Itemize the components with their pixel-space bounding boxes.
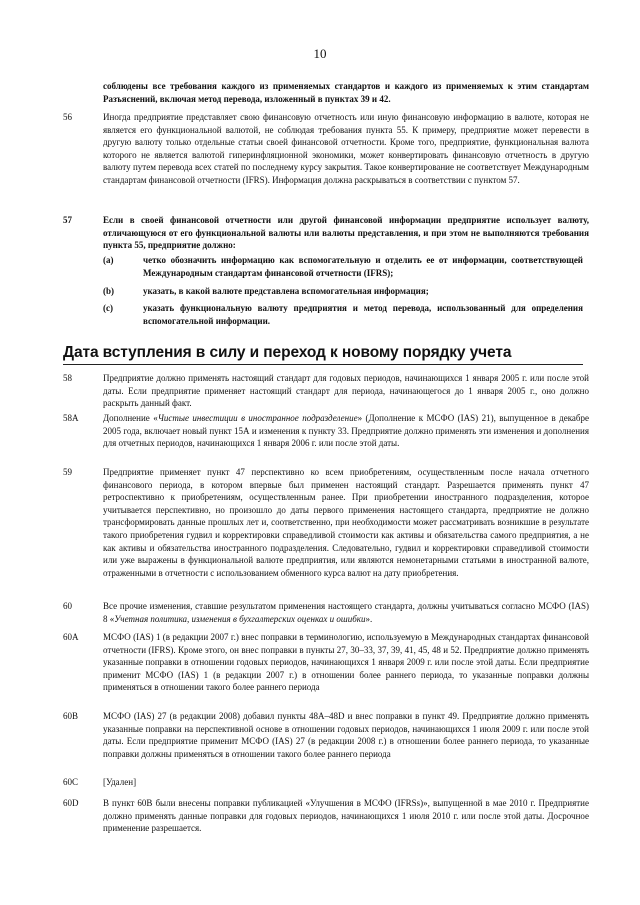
paragraph-text [103,600,589,625]
paragraph-number: 58A [63,413,79,423]
list-item-text: четко обозначить информацию как вспомогательную и отделить ее от информации, соответствующей Международным стандартам финансовой отчетности (IFRS); [143,255,583,278]
paragraph-text: Если в своей финансовой отчетности или другой финансовой информации предприятие использует валюту, отличающуюся от его функциональной валюты или валюты представления, и при этом не выполняются требования пункта 55, предприятие должно: [103,215,589,251]
paragraph-number: 59 [63,467,72,477]
page-number: 10 [313,46,327,61]
list-item-label: (c) [103,303,113,313]
text-part: Все прочие изменения, ставшие результатом применения настоящего стандарта, должны учитываться согласно МСФО (IAS) 8 « [103,601,589,624]
paragraph-text: Иногда предприятие представляет свою финансовую отчетность или иную финансовую информацию в валюте, которая не является его функциональной валютой, не соблюдая требования пункта 55. К примеру, предприятие может перевести в другую валюту только отдельные статьи своей финансовой отчетности. Кроме того, предприятие, функциональная валюта которого не является валютой гиперинфляционной экономики, может конвертировать финансовую отчетность в другую валюту путем перевода всех статей по последнему курсу закрытия. Такое конвертирование не соответствует Международным стандартам финансовой отчетности (IFRS). Информация должна раскрываться в соответствии с пунктом 57. [103,112,589,185]
list-item-text: указать, в какой валюте представлена вспомогательная информация; [143,286,429,296]
list-item-text: указать функциональную валюту предприятия и метод перевода, использованный для определения вспомогательной информации. [143,303,583,326]
paragraph-number: 56 [63,112,72,122]
paragraph-text: МСФО (IAS) 27 (в редакции 2008) добавил пункты 48A–48D и внес поправки в пункт 49. Предприятие должно применять указанные поправки на перспективной основе в отношении годовых периодов, начинающихся 1 июля 2009 г. или после этой даты. Если предприятие применит МСФО (IAS) 27 (в редакции 2008 г.) в отношении более раннего периода, то указанные поправки должны применяться в отношении такого более раннего периода [103,711,589,759]
paragraph-text [103,412,589,450]
paragraph-number: 60A [63,632,79,642]
paragraph-number: 57 [63,215,72,225]
paragraph-number: 60B [63,711,79,721]
paragraph-number: 60 [63,601,72,611]
paragraph-number: 58 [63,373,72,383]
list-item-label: (b) [103,286,114,296]
paragraph-number: 60C [63,777,79,787]
text-part: » (Дополнение к МСФО (IAS) 21), выпущенное в декабре 2005 года, включает новый пункт 15А и изменения к пункту 33. Предприятие должно применять эти изменения и дополнения для отчетных периодов, начинающихся 1 января 2006 г. или после этой даты. [103,413,589,449]
intro-text: соблюдены все требования каждого из применяемых стандартов и каждого из применяемых к этим стандартам Разъяснений, включая метод перевода, изложенный в пунктах 39 и 42. [103,81,589,104]
section-heading: Дата вступления в силу и переход к новому порядку учета [63,344,583,365]
paragraph-text: Предприятие применяет пункт 47 перспективно ко всем приобретениям, осуществленным после начала отчетного финансового периода, в котором впервые был применен настоящий стандарт. Разрешается применять пункт 47 ретроспективно к приобретениям, осуществленным ранее. При приобретении иностранного подразделения, которое учитывается перспективно, но произошло до даты первого применения настоящего стандарта, предприятие не должно трансформировать данные прошлых лет и, соответственно, при необходимости может рассматривать возникшие в результате такого приобретения гудвил и корректировки справедливой стоимости как активы и обязательства самого предприятия, а не как активы и обязательства иностранного подразделения. Следовательно, гудвил и корректировки справедливой стоимости или уже выражены в функциональной валюте предприятия, или являются немонетарными статьями в иностранной валюте, отраженными в отчетности с использованием обменного курса валют на дату приобретения. [103,467,589,578]
text-part: Дополнение « [103,413,158,423]
list-item-label: (a) [103,255,114,265]
text-part: ». [365,613,373,624]
paragraph-text: [Удален] [103,777,137,787]
standard-title: Учетная политика, изменения в бухгалтерских оценках и ошибки [114,613,366,624]
paragraph-text: В пункт 60В были внесены поправки публикацией «Улучшения в МСФО (IFRSs)», выпущенной в мае 2010 г. Предприятие должно применять данные поправки для годовых периодов, начинающихся 1 июля 2010 г. или после этой даты. Досрочное применение разрешается. [103,798,589,834]
standard-title: Чистые инвестиции в иностранное подразделение [157,413,358,423]
paragraph-number: 60D [63,798,79,808]
paragraph-text: МСФО (IAS) 1 (в редакции 2007 г.) внес поправки в терминологию, используемую в Международных стандартах финансовой отчетности (IFRS). Кроме этого, он внес поправки в пункты 27, 30–33, 37, 39, 41, 45, 48 и 52. Предприятие должно применять указанные поправки в отношении годовых периодов, начинающихся 1 января 2009 г. или после этой даты. Если предприятие применит МСФО (IAS) 1 (в редакции 2007 г.) в отношении более раннего периода, то указанные поправки должны применяться в отношении такого более раннего периода [103,632,589,693]
paragraph-text: Предприятие должно применять настоящий стандарт для годовых периодов, начинающихся 1 января 2005 г. или после этой даты. Если предприятие применяет настоящий стандарт для периода, начинающегося до 1 января 2005 г., оно должно раскрыть данный факт. [103,373,589,409]
